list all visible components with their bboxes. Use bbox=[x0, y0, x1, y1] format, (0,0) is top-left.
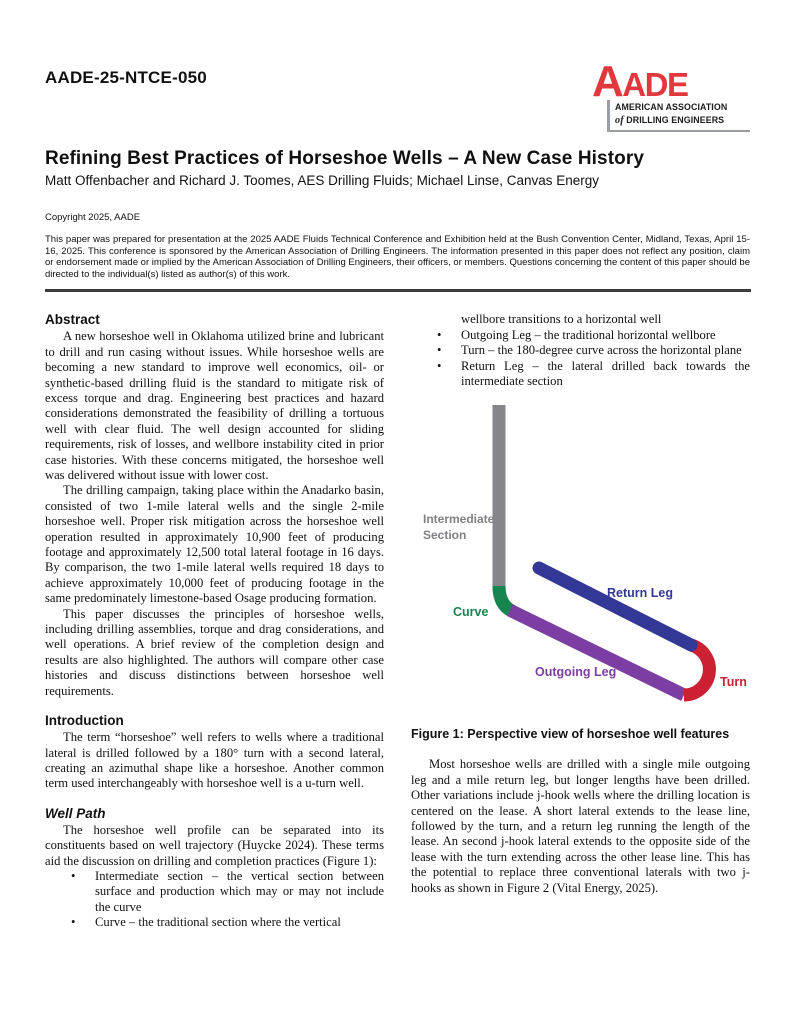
list-item bbox=[411, 359, 750, 390]
bullet-turn: Turn – the 180-degree curve across the horizontal plane bbox=[461, 343, 742, 358]
well-path-heading: Well Path bbox=[45, 805, 106, 821]
aade-logo bbox=[592, 57, 750, 132]
bullet-curve-continuation: wellbore transitions to a horizontal well bbox=[461, 312, 662, 327]
curve-label: Curve bbox=[453, 605, 489, 620]
abstract-paragraph-2: The drilling campaign, taking place within the Anadarko basin, consisted of two 1-mile lateral wells and the single 2-mile horseshoe well. Proper risk mitigation across the horseshoe well operation resulted in approximately 10,900 feet of producing footage and approximately 12,500 total lateral footage in 16 days. By comparison, the two 1-mile lateral wells required 18 days to achieve approximately 10,000 feet of producing footage in the same predominately limestone-based Osage producing formation. bbox=[45, 483, 384, 606]
right-column bbox=[411, 312, 750, 930]
logo-of-word: of bbox=[615, 113, 624, 126]
logo-subtitle-line2-text: DRILLING ENGINEERS bbox=[623, 114, 725, 126]
abstract-paragraph-1: A new horseshoe well in Oklahoma utilized brine and lubricant to drill and run casing without issues. While horseshoe wells are becoming a new standard to improve well economics, oil- or synthetic-based drilling fluid is the standard to mitigate risk of excess torque and drag. Engineering best practices and hazard considerations demonstrated the feasibility of drilling a tortuous well with clear fluid. The well design accounted for sliding requirements, risk of losses, and wellbore instability cited in prior case histories. With these concerns mitigated, the horseshoe well was delivered without issue with lower cost. bbox=[45, 329, 384, 483]
list-item bbox=[45, 869, 384, 915]
bullet-icon: • bbox=[71, 868, 76, 883]
disclaimer-paragraph: This paper was prepared for presentation at the 2025 AADE Fluids Technical Conference and Exhibition held at the Bush Convention Center, Midland, Texas, April 15-16, 2025. This conference is sponsored by the American Association of Drilling Engineers. The information presented in this paper does not reflect any position, claim or endorsement made or implied by the American Association of Drilling Engineers, their officers, or members. Questions concerning the content of this paper should be directed to the individual(s) listed as author(s) of this work. bbox=[45, 233, 750, 280]
bullet-intermediate-section: Intermediate section – the vertical section between surface and production which may or may not include the curve bbox=[95, 868, 384, 914]
abstract-paragraph-3: This paper discusses the principles of horseshoe wells, including drilling assemblies, torque and drag considerations, and well operations. A brief review of the completion design and results are also highlighted. The authors will compare other case histories and discuss distinctions between horseshoe well requirements. bbox=[45, 606, 384, 698]
body-columns bbox=[45, 312, 750, 930]
bullet-icon: • bbox=[437, 358, 442, 373]
turn-label: Turn bbox=[720, 675, 747, 690]
list-item bbox=[411, 328, 750, 343]
bullet-return-leg: Return Leg – the lateral drilled back towards the intermediate section bbox=[461, 358, 750, 388]
logo-letters-ade: ADE bbox=[622, 66, 688, 103]
well-path-paragraph: The horseshoe well profile can be separated into its constituents based on well trajectory (Huycke 2024). These terms aid the discussion on drilling and completion practices (Figure 1): bbox=[45, 822, 384, 868]
bullet-outgoing-leg: Outgoing Leg – the traditional horizontal wellbore bbox=[461, 327, 716, 342]
logo-letter-a: A bbox=[592, 57, 623, 106]
logo-subtitle bbox=[607, 100, 750, 132]
header-divider-rule bbox=[45, 289, 751, 292]
bullet-icon: • bbox=[71, 915, 76, 930]
paper-authors: Matt Offenbacher and Richard J. Toomes, AES Drilling Fluids; Michael Linse, Canvas Energy bbox=[45, 172, 600, 188]
turn-path bbox=[684, 645, 709, 695]
return-leg-label: Return Leg bbox=[607, 586, 673, 601]
left-column bbox=[45, 312, 384, 930]
after-figure-paragraph: Most horseshoe wells are drilled with a single mile outgoing leg and a mile return leg, but longer lengths have been drilled. Other variations include j-hook wells where the drilling location is centered on the lease. A short lateral extends to the lease line, followed by the turn, and a return leg running the length of the lease. An second j-hook lateral extends to the opposite side of the lease with the turn extending across the other lease line. This has the potential to replace three conventional laterals with two j-hooks as shown in Figure 2 (Vital Energy, 2025). bbox=[411, 757, 750, 895]
bullet-icon: • bbox=[437, 327, 442, 342]
paper-number: AADE-25-NTCE-050 bbox=[45, 68, 207, 87]
aade-logo-wordmark bbox=[592, 57, 750, 106]
abstract-heading: Abstract bbox=[45, 312, 100, 328]
introduction-paragraph: The term “horseshoe” well refers to wells where a traditional lateral is drilled followed by a 180° turn with a second lateral, creating an azimuthal shape like a horseshoe. Another common term used interchangeably with horseshoe well is a u-turn well. bbox=[45, 730, 384, 791]
intermediate-section-label-line2: Section bbox=[423, 528, 467, 543]
logo-subtitle-line2 bbox=[615, 114, 741, 127]
bullet-curve-start: Curve – the traditional section where the vertical bbox=[95, 915, 341, 930]
bullet-icon: • bbox=[437, 343, 442, 358]
paper-title: Refining Best Practices of Horseshoe Wells – A New Case History bbox=[45, 147, 645, 169]
figure1-caption: Figure 1: Perspective view of horseshoe well features bbox=[411, 727, 730, 742]
introduction-heading: Introduction bbox=[45, 713, 124, 729]
copyright-line: Copyright 2025, AADE bbox=[45, 211, 141, 223]
horseshoe-well-diagram bbox=[411, 395, 751, 720]
figure1 bbox=[411, 395, 750, 741]
list-item bbox=[45, 915, 384, 930]
intermediate-section-label-line1: Intermediate bbox=[423, 512, 495, 527]
list-item bbox=[411, 343, 750, 358]
header bbox=[45, 57, 750, 132]
logo-subtitle-line1: AMERICAN ASSOCIATION bbox=[615, 102, 728, 113]
outgoing-leg-label: Outgoing Leg bbox=[535, 665, 617, 680]
